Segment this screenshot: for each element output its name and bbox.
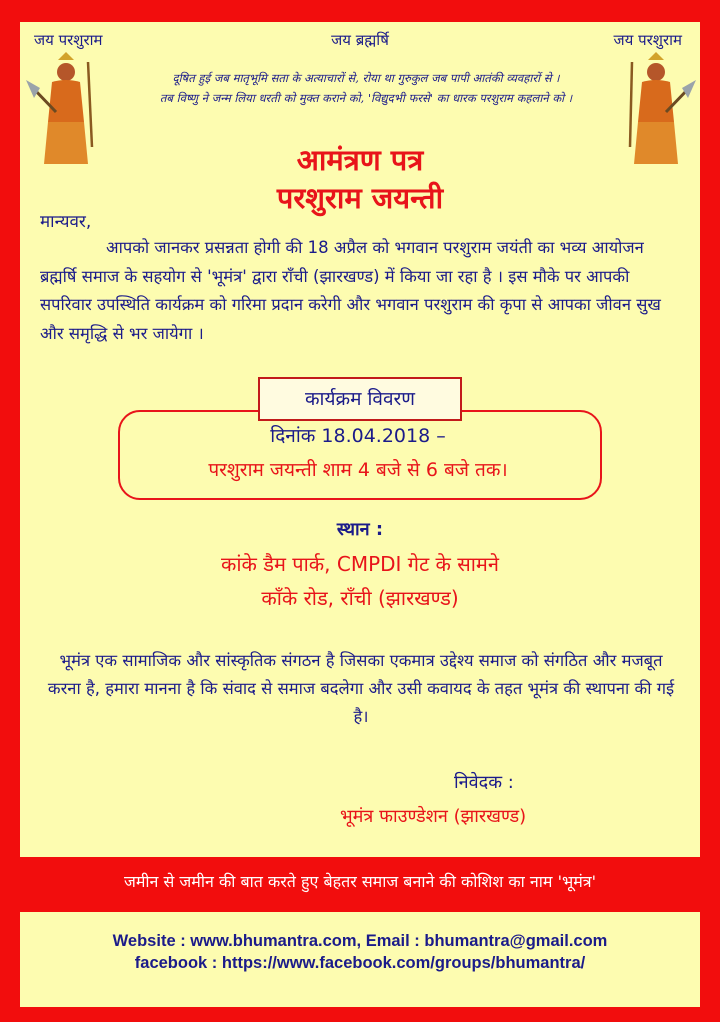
signature-name: भूमंत्र फाउण्डेशन (झारखण्ड) — [340, 806, 527, 827]
verse — [106, 68, 626, 108]
footer-tagline: जमीन से जमीन की बात करते हुए बेहतर समाज बनाने की कोशिश का नाम 'भूमंत्र' — [123, 872, 597, 891]
contact-panel — [20, 912, 700, 1007]
venue-line-2: काँके रोड, राँची (झारखण्ड) — [261, 586, 459, 610]
letter-body-text: आपको जानकर प्रसन्नता होगी की 18 अप्रैल को भगवान परशुराम जयंती का भव्य आयोजन ब्रह्मर्षि समाज के सहयोग से 'भूमंत्र' द्वारा राँची (झारखण्ड) में किया जा रहा है । इस मौके पर आपकी सपरिवार उपस्थिति कार्यक्रम को गरिमा प्रदान करेगी और भगवान परशुराम की कृपा से आपका जीवन सुख और समृद्धि से भर जायेगा । — [40, 238, 661, 343]
contact-facebook: facebook : https://www.facebook.com/groups/bhumantra/ — [134, 954, 586, 972]
header-right: जय परशुराम — [613, 31, 682, 49]
invitation-title: आमंत्रण पत्र — [296, 143, 424, 177]
salutation: मान्यवर, — [40, 212, 92, 232]
signature-heading: निवेदक : — [454, 772, 514, 793]
venue-line-1: कांके डैम पार्क, CMPDI गेट के सामने — [220, 552, 499, 576]
about-text: भूमंत्र एक सामाजिक और सांस्कृतिक संगठन है जिसका एकमात्र उद्देश्य समाज को संगठित और मजबूत करना है, हमारा मानना है कि संवाद से समाज बदलेगा और उसी कवायद के तहत भूमंत्र की स्थापना की गई है। — [47, 651, 675, 726]
verse-line-2: तब विष्णु ने जन्म लिया धरती को मुक्त कराने को, 'विद्युदभी फरसे' का धारक परशुराम कहलाने को । — [159, 91, 573, 105]
venue-heading: स्थान : — [336, 519, 384, 540]
program-time: परशुराम जयन्ती शाम 4 बजे से 6 बजे तक। — [208, 459, 508, 481]
verse-line-1: दूषित हुई जब मातृभूमि सता के अत्याचारों से, रोया था गुरुकुल जब पापी आतंकी व्यवहारों से । — [172, 71, 560, 85]
header-left: जय परशुराम — [34, 31, 103, 49]
letter-body — [40, 234, 680, 348]
program-date: दिनांक 18.04.2018 – — [270, 425, 446, 447]
event-title: परशुराम जयन्ती — [276, 181, 444, 215]
program-label: कार्यक्रम विवरण — [258, 377, 462, 421]
paper-panel — [20, 22, 700, 857]
header-center: जय ब्रह्मर्षि — [331, 31, 389, 49]
contact-website-email: Website : www.bhumantra.com, Email : bhumantra@gmail.com — [112, 932, 608, 950]
